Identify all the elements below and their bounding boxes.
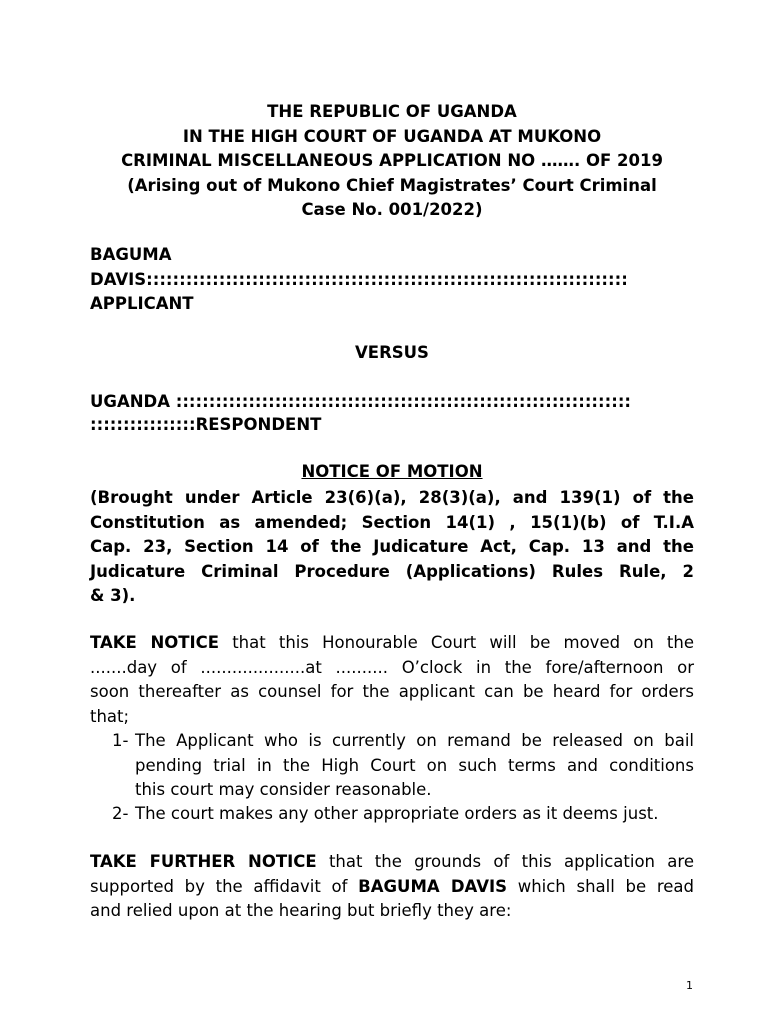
respondent-line1: UGANDA ::::::::::::::::::::::::::::::::::::::::::::::::::::::::::::::::::::: <box>90 392 632 411</box>
take-notice-line: .......day of ....................at .......... O’clock in the fore/afternoon or <box>90 657 694 677</box>
applicant-name-line1: BAGUMA <box>90 245 172 264</box>
take-notice-line <box>90 631 694 656</box>
further-notice-paragraph <box>90 850 694 924</box>
brought-under-line: Constitution as amended; Section 14(1) , 15(1)(b) of T.I.A <box>90 512 694 532</box>
heading-court: IN THE HIGH COURT OF UGANDA AT MUKONO <box>182 126 602 146</box>
further-notice-lead: TAKE FURTHER NOTICE <box>90 852 317 871</box>
respondent-line2: ::::::::::::::::RESPONDENT <box>90 415 322 434</box>
order-line: The court makes any other appropriate orders as it deems just. <box>135 804 659 823</box>
take-notice-paragraph <box>90 631 694 729</box>
versus-label: VERSUS <box>355 343 429 362</box>
order-line: The Applicant who is currently on remand be released on bail <box>135 731 694 750</box>
further-notice-text: supported by the affidavit of <box>90 876 359 896</box>
heading-arising-out: (Arising out of Mukono Chief Magistrates’ Court Criminal <box>127 175 657 195</box>
order-number: 2- <box>112 804 129 823</box>
take-notice-line: soon thereafter as counsel for the applicant can be heard for orders <box>90 682 694 701</box>
order-number: 1- <box>112 731 129 750</box>
brought-under-paragraph <box>90 486 694 609</box>
take-notice-text: that this Honourable Court will be moved on the <box>219 633 694 652</box>
heading-case-no: Case No. 001/2022) <box>301 200 483 219</box>
heading-republic: THE REPUBLIC OF UGANDA <box>267 102 517 121</box>
brought-under-line: Judicature Criminal Procedure (Applications) Rules Rule, 2 <box>90 561 694 581</box>
heading-application-no: CRIMINAL MISCELLANEOUS APPLICATION NO ……. OF 2019 <box>121 151 663 170</box>
page-number: 1 <box>686 979 693 992</box>
order-text <box>135 802 694 827</box>
take-notice-line: that; <box>90 706 130 726</box>
further-notice-line: and relied upon at the hearing but briefly they are: <box>90 901 512 920</box>
take-notice-lead: TAKE NOTICE <box>90 633 220 652</box>
further-notice-text: that the grounds of this application are <box>316 852 694 871</box>
brought-under-line: Cap. 23, Section 14 of the Judicature Act, Cap. 13 and the <box>90 537 694 556</box>
brought-under-line: (Brought under Article 23(6)(a), 28(3)(a), and 139(1) of the <box>90 488 694 507</box>
applicant-role: APPLICANT <box>90 294 194 313</box>
further-notice-text: which shall be read <box>507 876 694 896</box>
further-notice-line <box>90 850 694 875</box>
notice-of-motion-title: NOTICE OF MOTION <box>301 462 483 481</box>
applicant-name-line2: DAVIS::::::::::::::::::::::::::::::::::::::::::::::::::::::::::::::::::::::::: <box>90 270 628 289</box>
order-line: pending trial in the High Court on such terms and conditions <box>135 755 694 775</box>
brought-under-line: & 3). <box>90 586 136 605</box>
case-heading <box>90 100 694 223</box>
order-line: this court may consider reasonable. <box>135 780 432 799</box>
applicant-name-bold: BAGUMA DAVIS <box>358 876 507 896</box>
order-text <box>135 729 694 803</box>
further-notice-line <box>90 875 694 900</box>
